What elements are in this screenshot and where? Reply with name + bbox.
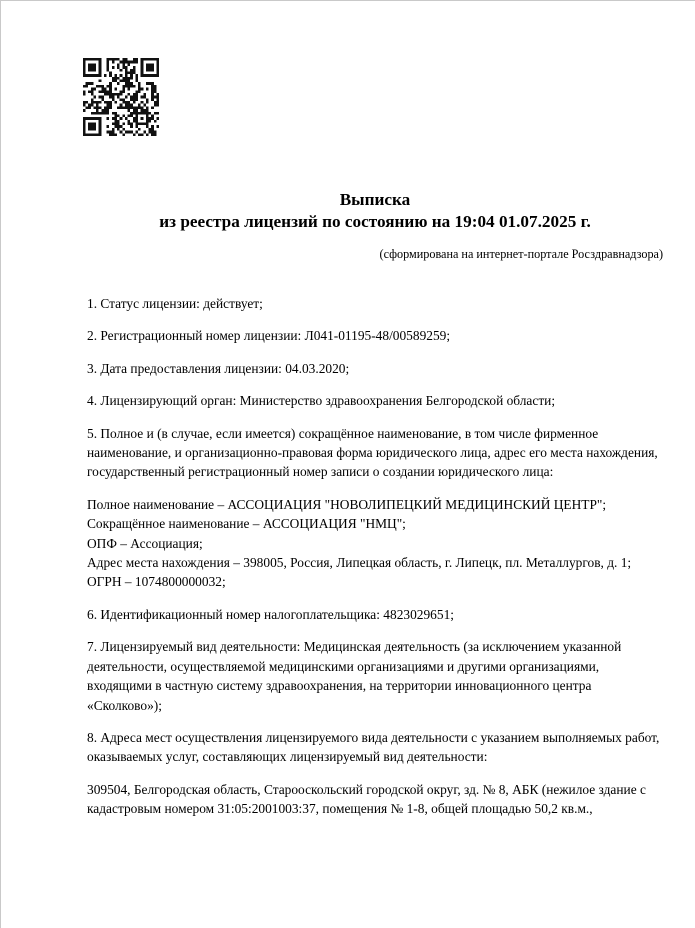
activity-addresses-paragraph: 8. Адреса мест осуществления лицензируемого вида деятельности с указанием выполняемых работ, оказываемых услуг, составляющих лицензируемый вид деятельности: <box>87 729 660 765</box>
org-address-line: Адрес места нахождения – 398005, Россия, Липецкая область, г. Липецк, пл. Металлургов, д. 1; <box>87 555 632 571</box>
inn-paragraph: 6. Идентификационный номер налогоплательщика: 4823029651; <box>87 606 454 622</box>
opf-line: ОПФ – Ассоциация; <box>87 535 203 551</box>
document-title <box>87 189 663 233</box>
org-details-block <box>87 495 663 592</box>
status-paragraph: 1. Статус лицензии: действует; <box>87 296 263 311</box>
title-line-1: Выписка <box>339 190 411 209</box>
title-line-2: из реестра лицензий по состоянию на 19:04 01.07.2025 г. <box>159 212 591 231</box>
licensing-authority-paragraph: 4. Лицензирующий орган: Министерство здравоохранения Белгородской области; <box>87 393 556 409</box>
registration-number-paragraph: 2. Регистрационный номер лицензии: Л041-01195-48/00589259; <box>87 328 451 344</box>
org-info-heading-paragraph: 5. Полное и (в случае, если имеется) сокращённое наименование, в том числе фирменное наименование, и организационно-правовая форма юридического лица, адрес его места нахождения, государственный регистрационный номер записи о создании юридического лица: <box>87 425 658 480</box>
activity-type-paragraph: 7. Лицензируемый вид деятельности: Медицинская деятельность (за исключением указанной деятельности, осуществляемой медицинскими организациями и другими организациями, входящими в частную систему здравоохранения, на территории инновационного центра «Сколково»); <box>87 639 622 713</box>
formation-note: (сформирована на интернет-портале Росздравнадзора) <box>379 247 663 261</box>
document-content <box>87 189 663 819</box>
ogrn-line: ОГРН – 1074800000032; <box>87 574 226 590</box>
qr-code <box>83 58 159 136</box>
address-details-paragraph: 309504, Белгородская область, Старооскольский городской округ, зд. № 8, АБК (нежилое здание с кадастровым номером 31:05:2001003:37, помещения № 1-8, общей площадью 50,2 кв.м., <box>87 781 646 817</box>
short-name-line: Сокращённое наименование – АССОЦИАЦИЯ "НМЦ"; <box>87 516 406 532</box>
document-body <box>87 294 663 819</box>
license-date-paragraph: 3. Дата предоставления лицензии: 04.03.2020; <box>87 360 350 376</box>
full-name-line: Полное наименование – АССОЦИАЦИЯ "НОВОЛИПЕЦКИЙ МЕДИЦИНСКИЙ ЦЕНТР"; <box>87 496 607 512</box>
